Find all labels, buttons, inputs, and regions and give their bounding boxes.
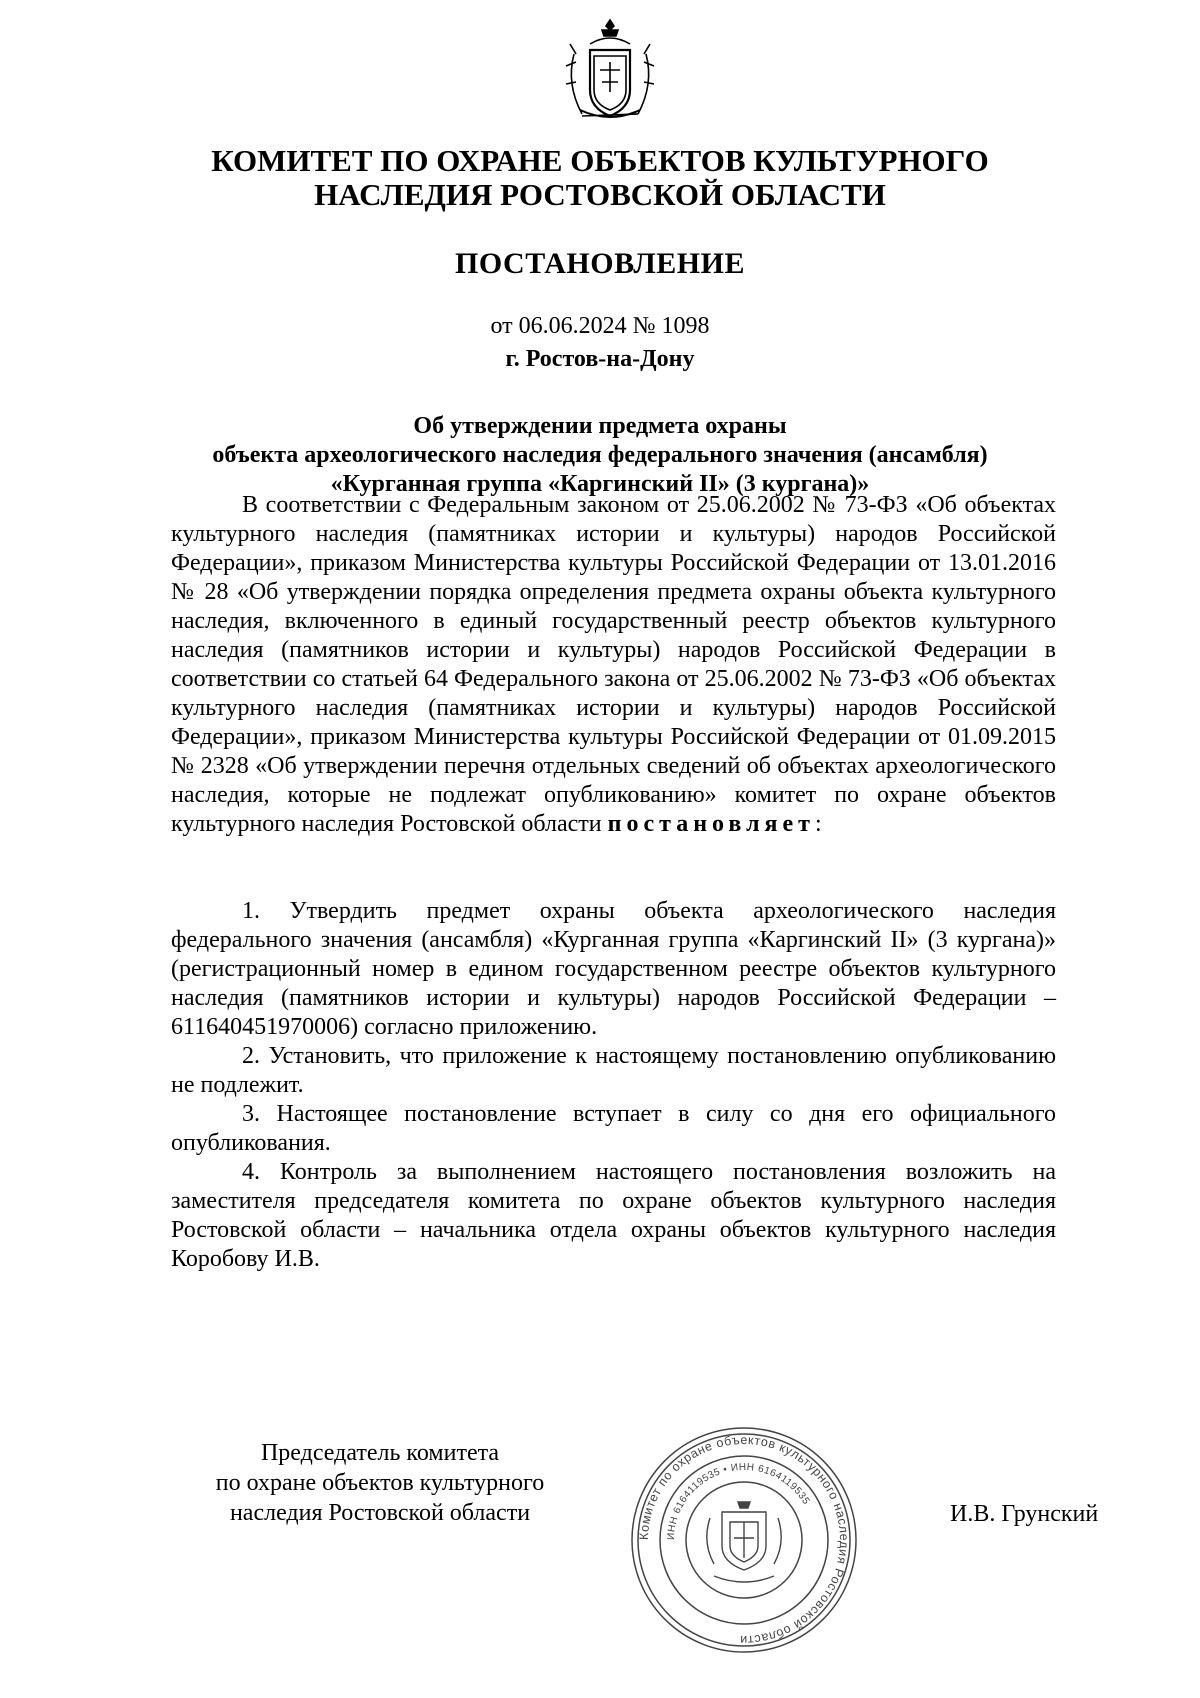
subject-line-3: «Курганная группа «Каргинский II» (3 кургана)» — [330, 471, 870, 497]
decree-item-1: 1. Утвердить предмет охраны объекта археологического наследия федерального значения (ансамбля) «Курганная группа «Каргинский II» (3 кургана)» (регистрационный номер в едином государственном реестре объектов культурного наследия (памятников истории и культуры) народов Российской Федерации – 611640451970006) согласно приложению. — [171, 898, 1056, 1040]
document-city: г. Ростов-на-Дону — [505, 346, 695, 372]
decree-items — [171, 897, 1056, 1274]
decree-item-3: 3. Настоящее постановление вступает в силу со дня его официального опубликования. — [171, 1101, 1056, 1156]
signatory-title-line-1: Председатель комитета — [260, 1440, 500, 1466]
seal-inner-text: ИНН 6164119535 • ИНН 6164119535 — [665, 1461, 812, 1541]
document-subject — [140, 412, 1060, 499]
preamble-text: В соответствии с Федеральным законом от 25.06.2002 № 73-ФЗ «Об объектах культурного наследия (памятниках истории и культуры) народов Российской Федерации», приказом Министерства культуры Российской Федерации от 13.01.2016 № 28 «Об утверждении порядка определения предмета охраны объекта культурного наследия, включенного в единый государственный реестр объектов культурного наследия (памятников истории и культуры) народов Российской Федерации в соответствии со статьей 64 Федерального закона от 25.06.2002 № 73-ФЗ «Об объектах культурного наследия (памятниках истории и культуры) народов Российской Федерации», приказом Министерства культуры Российской Федерации от 01.09.2015 № 2328 «Об утверждении перечня отдельных сведений об объектах археологического наследия, которые не подлежат опубликованию» комитет по охране объектов культурного наследия Ростовской области — [171, 492, 1056, 837]
organization-name — [0, 144, 1200, 212]
preamble-tail: : — [814, 811, 822, 837]
subject-line-1: Об утверждении предмета охраны — [413, 413, 787, 439]
signatory-title-line-2: по охране объектов культурного — [215, 1470, 545, 1496]
official-seal-icon — [628, 1424, 860, 1656]
document-date-number: от 06.06.2024 № 1098 — [490, 313, 710, 339]
document-type: ПОСТАНОВЛЕНИЕ — [455, 247, 745, 280]
decree-word: постановляет — [607, 811, 815, 837]
decree-item-4: 4. Контроль за выполнением настоящего постановления возложить на заместителя председателя комитета по охране объектов культурного наследия Ростовской области – начальника отдела охраны объектов культурного наследия Коробову И.В. — [171, 1159, 1056, 1272]
preamble-paragraph — [171, 491, 1056, 839]
seal-outer-text: Комитет по охране объектов культурного наследия Ростовской области — [636, 1432, 852, 1648]
signatory-title — [190, 1438, 570, 1528]
organization-name-line-1: КОМИТЕТ ПО ОХРАНЕ ОБЪЕКТОВ КУЛЬТУРНОГО — [211, 143, 989, 178]
signatory-title-line-3: наследия Ростовской области — [229, 1500, 531, 1526]
subject-line-2: объекта археологического наследия федерального значения (ансамбля) — [212, 442, 988, 468]
signatory-name: И.В. Грунский — [950, 1501, 1099, 1527]
coat-of-arms-icon — [560, 14, 660, 134]
decree-item-2: 2. Установить, что приложение к настоящему постановлению опубликованию не подлежит. — [171, 1043, 1056, 1098]
organization-name-line-2: НАСЛЕДИЯ РОСТОВСКОЙ ОБЛАСТИ — [314, 177, 886, 212]
